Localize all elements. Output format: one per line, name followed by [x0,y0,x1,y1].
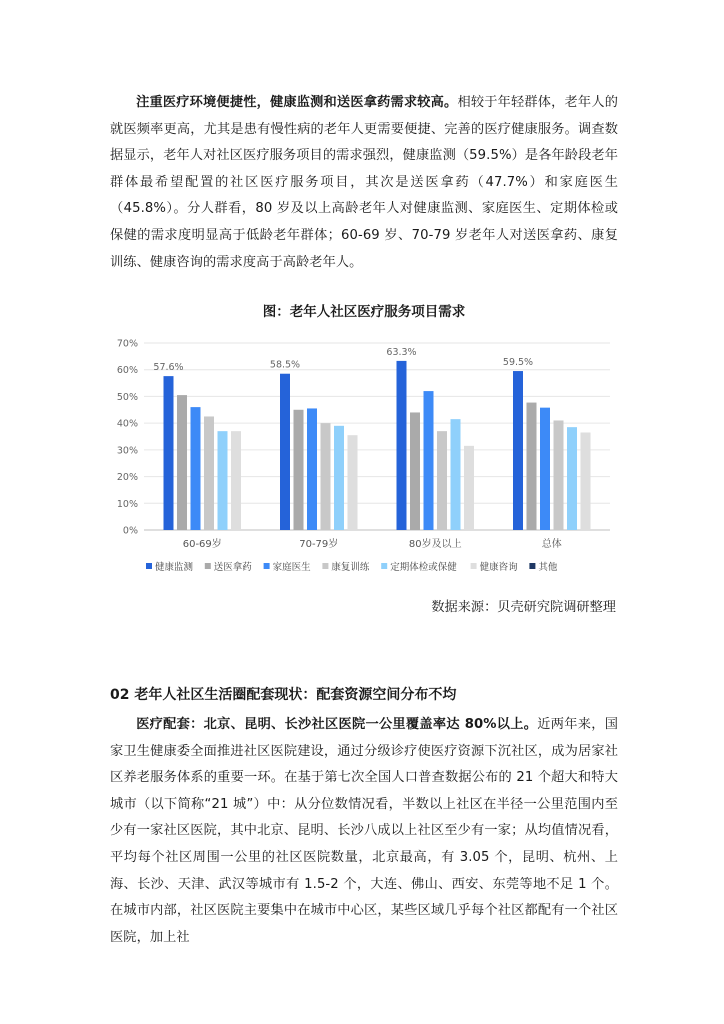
data-label: 58.5% [269,359,301,371]
intro-lead: 注重医疗环境便捷性，健康监测和送医拿药需求较高。 [136,95,458,110]
bar [177,395,187,530]
bar [204,416,214,530]
bar [307,408,317,530]
legend-label: 健康咨询 [479,562,518,573]
y-tick-label: 70% [116,338,138,350]
bar [513,371,523,530]
bar [437,431,447,530]
bar [410,412,420,530]
bar [424,391,434,530]
legend-swatch [264,563,270,569]
x-tick-label: 总体 [541,539,562,550]
bar [231,431,241,530]
bar [397,361,407,530]
bar [567,427,577,530]
legend-label: 健康监测 [155,562,194,573]
intro-paragraph [110,90,618,276]
bar [581,432,591,530]
legend-label: 定期体检或保健 [390,562,457,573]
x-tick-label: 80岁及以上 [408,539,462,550]
y-tick-label: 10% [116,498,138,510]
legend-swatch [529,563,535,569]
legend-label: 家庭医生 [272,562,311,573]
bar [334,426,344,530]
bar [348,435,358,530]
legend-label: 送医拿药 [213,562,252,573]
legend-swatch [146,563,152,569]
y-tick-label: 0% [122,525,138,537]
y-tick-label: 60% [116,365,138,377]
bar [280,374,290,530]
bar-chart [110,330,618,580]
bar [464,446,474,530]
legend-swatch [381,563,387,569]
bar [321,423,331,530]
legend-swatch [205,563,211,569]
data-label: 59.5% [502,357,534,369]
x-tick-label: 70-79岁 [299,539,339,550]
legend-label: 康复训练 [331,562,370,573]
legend-label: 其他 [538,562,558,573]
y-tick-label: 30% [116,445,138,457]
data-label: 63.3% [386,346,417,358]
bar [191,407,201,530]
data-source: 数据来源：贝壳研究院调研整理 [431,600,616,615]
y-tick-label: 50% [116,391,138,403]
legend-swatch [322,563,328,569]
x-tick-label: 60-69岁 [182,539,222,550]
chart-caption: 图：老年人社区医疗服务项目需求 [262,304,466,320]
y-tick-label: 20% [116,472,138,484]
section-heading: 02 老年人社区生活圈配套现状：配套资源空间分布不均 [110,687,457,703]
bar [218,431,228,530]
bar [554,420,564,530]
bar [294,410,304,530]
legend-swatch [471,563,477,569]
data-label: 57.6% [153,362,184,374]
bar [540,408,550,530]
medical-body: 近两年来，国家卫生健康委全面推进社区医院建设，通过分级诊疗使医疗资源下沉社区，成为居家社区养老服务体系的重要一环。在基于第七次全国人口普查数据公布的 21 个超大和特大城市（以下简称“21 城”）中：从分位数情况看，半数以上社区在半径一公里范围内至少有一家社区医院，其中北京、昆明、长沙八成以上社区至少有一家；从均值情况看，平均每个社区周围一公里的社区医院数量，北京最高，有 3.05 个，昆明、杭州、上海、长沙、天津、武汉等城市有 1.5-2 个，大连、佛山、西安、东莞等地不足 1 个。在城市内部，社区医院主要集中在城市中心区，某些区域几乎每个社区都配有一个社区医院，加上社 [110,717,618,945]
bar [164,376,174,530]
bar [527,403,537,530]
medical-lead: 医疗配套：北京、昆明、长沙社区医院一公里覆盖率达 80%以上。 [136,717,538,732]
intro-body: 相较于年轻群体，老年人的就医频率更高，尤其是患有慢性病的老年人更需要便捷、完善的医疗健康服务。调查数据显示，老年人对社区医疗服务项目的需求强烈，健康监测（59.5%）是各年龄段老年群体最希望配置的社区医疗服务项目，其次是送医拿药（47.7%）和家庭医生（45.8%）。分人群看，80 岁及以上高龄老年人对健康监测、家庭医生、定期体检或保健的需求度明显高于低龄老年群体；60-69 岁、70-79 岁老年人对送医拿药、康复训练、健康咨询的需求度高于高龄老年人。 [110,95,618,270]
medical-paragraph [110,712,618,951]
bar [451,419,461,530]
y-tick-label: 40% [116,418,138,430]
